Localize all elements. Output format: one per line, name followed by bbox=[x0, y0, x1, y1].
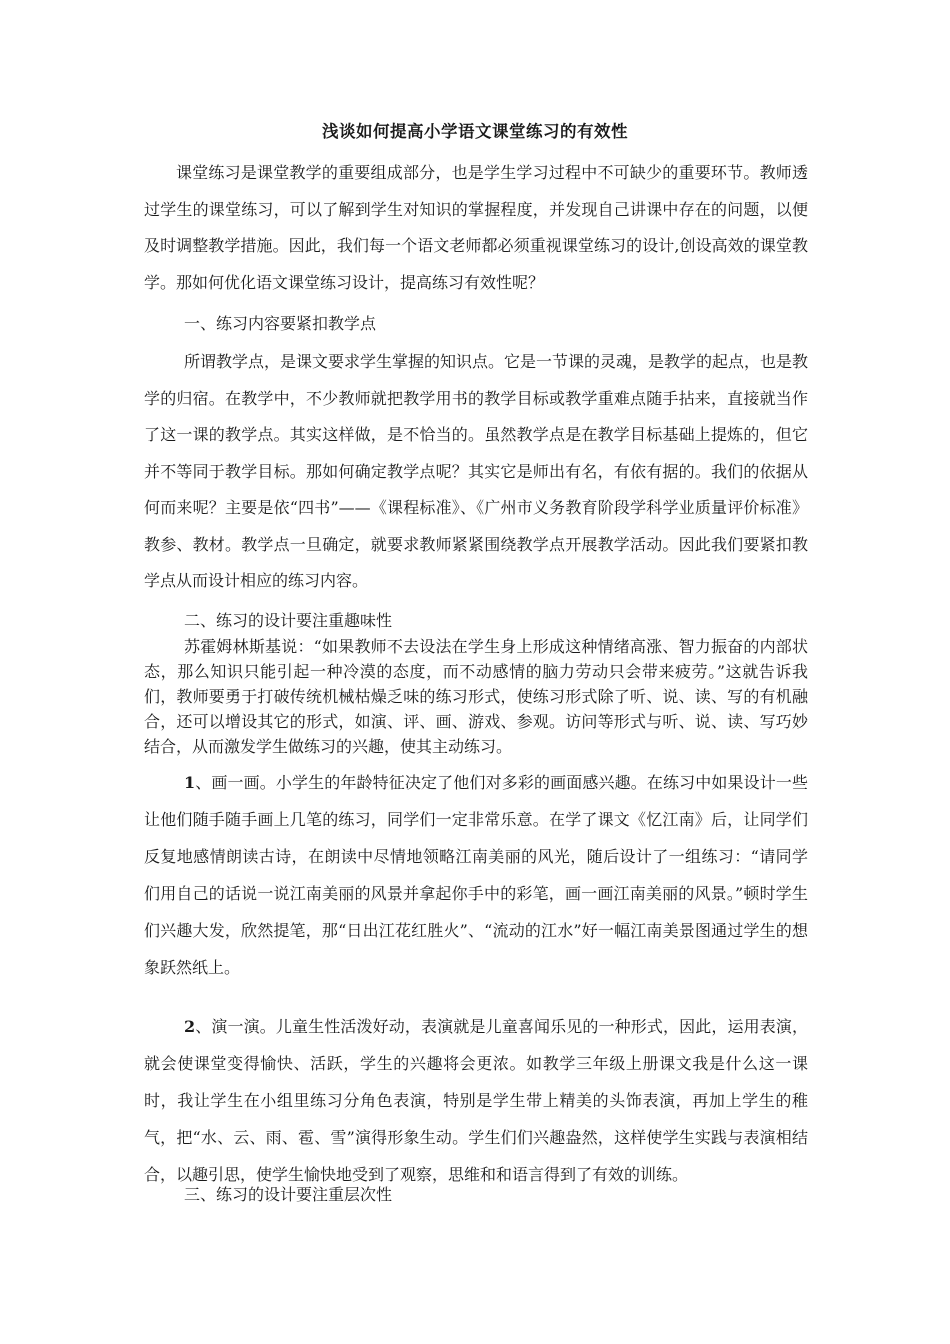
item-2-paragraph bbox=[144, 1008, 808, 1193]
item-1-paragraph bbox=[144, 764, 808, 986]
document-title: 浅谈如何提高小学语文课堂练习的有效性 bbox=[322, 122, 628, 141]
section-1-paragraph: 所谓教学点，是课文要求学生掌握的知识点。它是一节课的灵魂，是教学的起点，也是教学的归宿。在教学中，不少教师就把教学用书的教学目标或教学重难点随手拈来，直接就当作了这一课的教学点。其实这样做，是不恰当的。虽然教学点是在教学目标基础上提炼的，但它并不等同于教学目标。那如何确定教学点呢？其实它是师出有名，有依有据的。我们的依据从何而来呢？主要是依“四书”——《课程标准》、《广州市义务教育阶段学科学业质量评价标准》教参、教材。教学点一旦确定，就要求教师紧紧围绕教学点开展教学活动。因此我们要紧扣教学点从而设计相应的练习内容。 bbox=[144, 352, 809, 590]
section-2-paragraph: 苏霍姆林斯基说：“如果教师不去设法在学生身上形成这种情绪高涨、智力振奋的内部状态，那么知识只能引起一种冷漠的态度，而不动感情的脑力劳动只会带来疲劳。”这就告诉我们，教师要勇于打破传统机械枯燥乏味的练习形式，使练习形式除了听、说、读、写的有机融合，还可以增设其它的形式，如演、评、画、游戏、参观。访问等形式与听、说、读、写巧妙结合，从而激发学生做练习的兴趣，使其主动练习。 bbox=[144, 637, 808, 756]
item-2-number: 2 bbox=[184, 1017, 196, 1036]
section-heading-1: 一、练习内容要紧扣教学点 bbox=[184, 314, 377, 333]
section-heading-2: 二、练习的设计要注重趣味性 bbox=[184, 611, 393, 630]
item-2-text: 、演一演。儿童生性活泼好动，表演就是儿童喜闻乐见的一种形式，因此，运用表演，就会使课堂变得愉快、活跃，学生的兴趣将会更浓。如教学三年级上册课文我是什么这一课时，我让学生在小组里练习分角色表演，特别是学生带上精美的头饰表演，再加上学生的稚气，把“水、云、雨、雹、雪”演得形象生动。学生们们兴趣盎然，这样使学生实践与表演相结合，以趣引思，使学生愉快地受到了观察，思维和和语言得到了有效的训练。 bbox=[144, 1017, 808, 1184]
section-heading-3: 三、练习的设计要注重层次性 bbox=[184, 1185, 393, 1204]
item-1-number: 1 bbox=[184, 773, 196, 792]
item-1-text: 、画一画。小学生的年龄特征决定了他们对多彩的画面感兴趣。在练习中如果设计一些让他们随手随手画上几笔的练习，同学们一定非常乐意。在学了课文《忆江南》后，让同学们反复地感情朗读古诗，在朗读中尽情地领略江南美丽的风光，随后设计了一组练习：“请同学们用自己的话说一说江南美丽的风景并拿起你手中的彩笔，画一画江南美丽的风景。”顿时学生们兴趣大发，欣然提笔，那“日出江花红胜火”、“流动的江水”好一幅江南美景图通过学生的想象跃然纸上。 bbox=[144, 773, 808, 977]
intro-paragraph: 课堂练习是课堂教学的重要组成部分，也是学生学习过程中不可缺少的重要环节。教师透过学生的课堂练习，可以了解到学生对知识的掌握程度，并发现自己讲课中存在的问题，以便及时调整教学措施。因此，我们每一个语文老师都必须重视课堂练习的设计,创设高效的课堂教学。那如何优化语文课堂练习设计，提高练习有效性呢？ bbox=[144, 163, 808, 292]
